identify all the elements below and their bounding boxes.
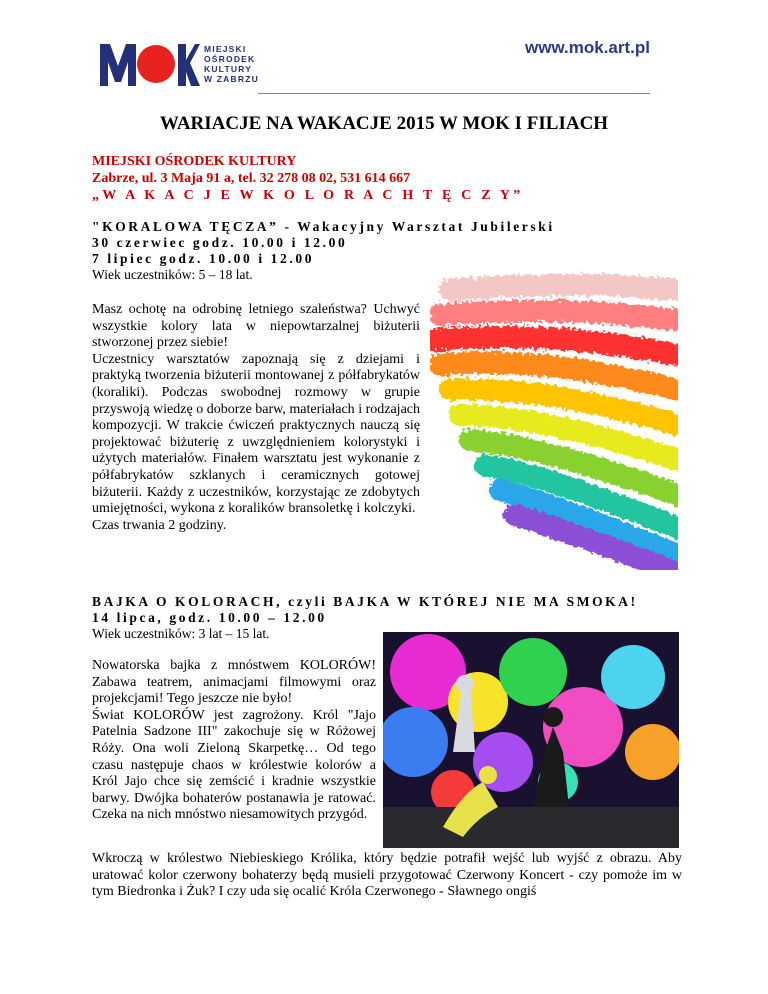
mok-logo xyxy=(100,42,260,86)
mok-logo-mark xyxy=(100,42,200,86)
rainbow-beads-photo xyxy=(430,270,678,570)
logo-line-2: OŚRODEK xyxy=(204,54,256,64)
workshop1-paragraph: Czas trwania 2 godziny. xyxy=(92,517,227,533)
logo-line-1: MIEJSKI xyxy=(204,44,247,54)
workshop1-date-1: 30 czerwiec godz. 10.00 i 12.00 xyxy=(92,235,348,250)
workshop2-continuation xyxy=(92,851,682,901)
workshop2-age: Wiek uczestników: 3 lat – 15 lat. xyxy=(92,626,270,641)
workshop1-description xyxy=(92,302,420,534)
workshop2-paragraph: Wkroczą w królestwo Niebieskiego Królika, który będzie potrafił wejść lub wyjść z obrazu. Aby uratować kolor czerwony bohaterzy będą musieli przygotować Czerwony Koncert - czy pomoże im w tym Biedronka i Żuk? I czy uda się ocalić Króla Czerwonego - Sławnego ongiś xyxy=(92,851,682,900)
theater-projection-photo xyxy=(383,632,679,848)
workshop2-date: 14 lipca, godz. 10.00 – 12.00 xyxy=(92,610,327,625)
page-title: WARIACJE NA WAKACJE 2015 W MOK I FILIACH xyxy=(159,113,609,134)
workshop1-title: "KORALOWA TĘCZA” - Wakacyjny Warsztat Jubilerski xyxy=(92,219,555,234)
organizer-block xyxy=(92,153,523,204)
workshop1-age: Wiek uczestników: 5 – 18 lat. xyxy=(92,267,253,282)
workshop2-paragraph: Świat KOLORÓW jest zagrożony. Król "Jajo Patelnia Sadzone III" zakochuje się w Różowej Róży. Ona woli Zieloną Skarpetkę… Od tego czasu następuje chaos w królestwie kolorów a Król Jajo chce się zemścić i kradnie wszystkie barwy. Dwójka bohaterów postanawia je ratować. Czeka na nich mnóstwo niesamowitych przygód. xyxy=(92,707,376,823)
logo-line-4: W ZABRZU xyxy=(204,74,259,84)
logo-line-3: KULTURY xyxy=(204,64,253,74)
org-name: MIEJSKI OŚRODEK KULTURY xyxy=(92,154,297,169)
org-address: Zabrze, ul. 3 Maja 91 a, tel. 32 278 08 02, 531 614 667 xyxy=(92,171,411,186)
workshop1-paragraph: Masz ochotę na odrobinę letniego szaleństwa? Uchwyć wszystkie kolory lata w niepowtarzalnej biżuterii stworzonej przez siebie! xyxy=(92,302,420,351)
site-url[interactable]: www.mok.art.pl xyxy=(524,38,650,57)
workshop2-paragraph: Nowatorska bajka z mnóstwem KOLORÓW! Zabawa teatrem, animacjami filmowymi oraz projekcjami! Tego jeszcze nie było! xyxy=(92,658,376,707)
header-divider xyxy=(258,93,650,94)
workshop1-date-2: 7 lipiec godz. 10.00 i 12.00 xyxy=(92,251,315,266)
workshop1-paragraph: Uczestnicy warsztatów zapoznają się z dziejami i praktyką tworzenia biżuterii montowanej z półfabrykatów (koraliki). Podczas swobodnej rozmowy w grupie przyswoją wiedzę o doborze barw, materiałach i rodzajach kompozycji. W trakcie ćwiczeń praktycznych nauczą się projektować biżuterię z uwzględnieniem kolorystyki i użytych materiałów. Finałem warsztatu jest wykonanie z półfabrykatów szklanych i ceramicznych gotowej biżuterii. Każdy z uczestników, korzystając ze zdobytych umiejętności, wykona z koralików bransoletkę i kolczyki. xyxy=(92,351,420,517)
workshop2-title: BAJKA O KOLORACH, czyli BAJKA W KTÓREJ NIE MA SMOKA! xyxy=(92,594,638,609)
logo-text xyxy=(204,44,259,84)
org-motto: „W A K A C J E W K O L O R A C H T Ę C Z Y” xyxy=(92,188,524,203)
workshop2-description xyxy=(92,658,376,824)
